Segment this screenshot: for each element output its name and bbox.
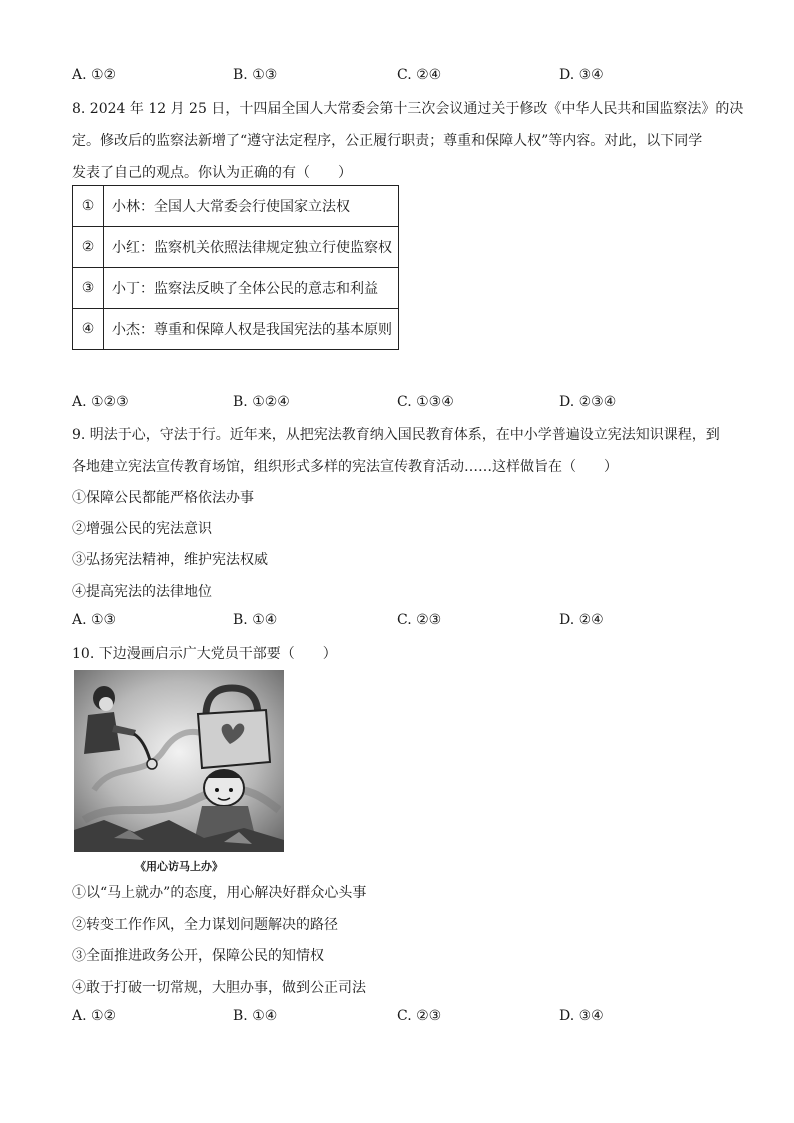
q10-option-d: D. ③④ xyxy=(559,1008,604,1024)
q9-item-2: ②增强公民的宪法意识 xyxy=(72,521,212,537)
table-row xyxy=(73,268,399,309)
q9-stem-line-2: 各地建立宪法宣传教育场馆，组织形式多样的宪法宣传教育活动……这样做旨在（ ） xyxy=(72,459,618,475)
table-row xyxy=(73,186,399,227)
q8-option-d: D. ②③④ xyxy=(559,394,617,410)
q8-option-c: C. ①③④ xyxy=(397,394,454,410)
q8-options xyxy=(72,394,732,414)
q10-item-1: ①以“马上就办”的态度，用心解决好群众心头事 xyxy=(72,885,367,901)
q9-stem-line-1: 9. 明法于心，守法于行。近年来，从把宪法教育纳入国民教育体系，在中小学普遍设立宪法知识课程，到 xyxy=(72,427,720,443)
statement-number: ④ xyxy=(73,309,104,350)
q9-item-1: ①保障公民都能严格依法办事 xyxy=(72,490,254,506)
q8-stem-line-1: 8. 2024 年 12 月 25 日，十四届全国人大常委会第十三次会议通过关于修改《中华人民共和国监察法》的决 xyxy=(72,101,744,117)
table-row xyxy=(73,309,399,350)
q10-item-3: ③全面推进政务公开，保障公民的知情权 xyxy=(72,948,324,964)
q10-option-c: C. ②③ xyxy=(397,1008,442,1024)
q7-options xyxy=(72,67,732,87)
q10-option-b: B. ①④ xyxy=(233,1008,278,1024)
q9-option-b: B. ①④ xyxy=(233,612,278,628)
q8-option-a: A. ①②③ xyxy=(72,394,129,410)
table-row xyxy=(73,227,399,268)
q10-item-4: ④敢于打破一切常规，大胆办事，做到公正司法 xyxy=(72,980,366,996)
q9-option-c: C. ②③ xyxy=(397,612,442,628)
q7-option-a: A. ①② xyxy=(72,67,117,83)
statement-number: ② xyxy=(73,227,104,268)
q9-option-a: A. ①③ xyxy=(72,612,117,628)
statement-text: 小红：监察机关依照法律规定独立行使监察权 xyxy=(104,227,399,268)
statement-text: 小杰：尊重和保障人权是我国宪法的基本原则 xyxy=(104,309,399,350)
q8-stem-line-3: 发表了自己的观点。你认为正确的有（ ） xyxy=(72,165,352,181)
q9-option-d: D. ②④ xyxy=(559,612,604,628)
q10-options xyxy=(72,1008,732,1028)
statement-text: 小林：全国人大常委会行使国家立法权 xyxy=(104,186,399,227)
q10-item-2: ②转变工作作风，全力谋划问题解决的路径 xyxy=(72,917,338,933)
cartoon-image xyxy=(74,670,284,852)
statement-number: ③ xyxy=(73,268,104,309)
q9-item-3: ③弘扬宪法精神，维护宪法权威 xyxy=(72,552,268,568)
q7-option-c: C. ②④ xyxy=(397,67,442,83)
q8-stem-line-2: 定。修改后的监察法新增了“遵守法定程序，公正履行职责；尊重和保障人权”等内容。对此，以下同学 xyxy=(72,133,703,149)
statement-text: 小丁：监察法反映了全体公民的意志和利益 xyxy=(104,268,399,309)
statement-number: ① xyxy=(73,186,104,227)
q8-statement-table xyxy=(72,185,399,350)
q10-option-a: A. ①② xyxy=(72,1008,117,1024)
q9-item-4: ④提高宪法的法律地位 xyxy=(72,584,212,600)
q9-options xyxy=(72,612,732,632)
q7-option-d: D. ③④ xyxy=(559,67,604,83)
q10-stem: 10. 下边漫画启示广大党员干部要（ ） xyxy=(72,646,337,662)
q7-option-b: B. ①③ xyxy=(233,67,278,83)
q8-option-b: B. ①②④ xyxy=(233,394,290,410)
cartoon-caption: 《用心访马上办》 xyxy=(135,860,223,873)
